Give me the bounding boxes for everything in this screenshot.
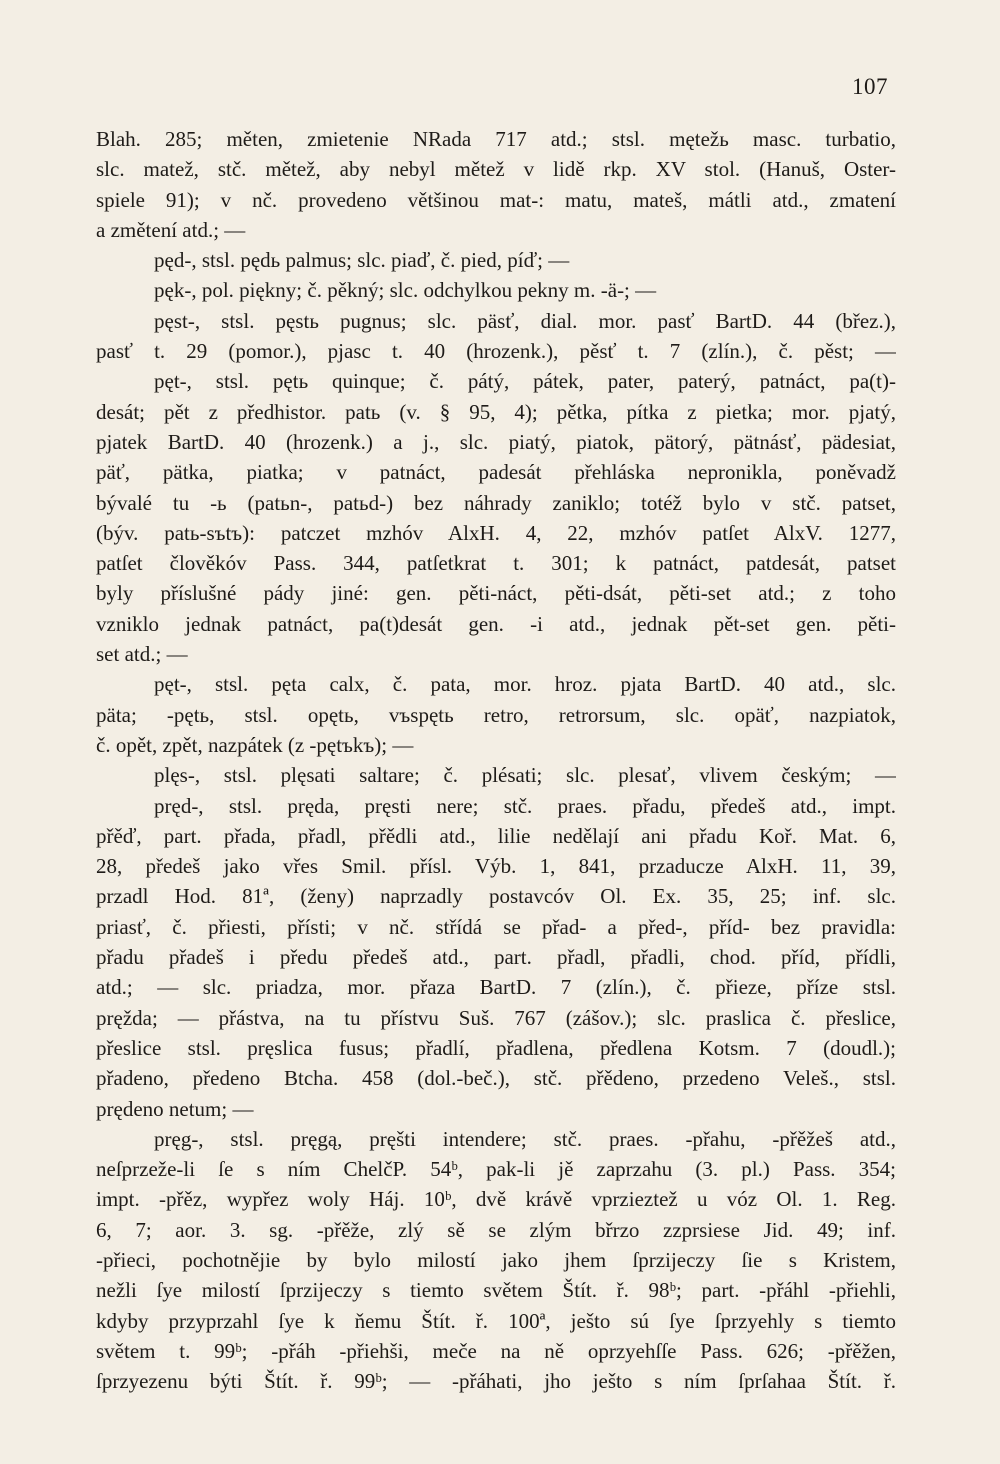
text-line: pręžda; — přástva, na tu přístvu Suš. 767 (zášov.); slc. praslica č. přeslice, — [96, 1005, 896, 1030]
text-line: 28, předeš jako vřes Smil. přísl. Výb. 1, 841, przaducze AlxH. 11, 39, — [96, 854, 896, 879]
text-line: nežli ſye milostí ſprzijeczy s tiemto světem Štít. ř. 98ᵇ; part. -přáhl -přiehli, — [96, 1278, 896, 1303]
text-line: Blah. 285; měten, zmietenie NRada 717 atd.; stsl. mętežь masc. turbatio, — [96, 127, 896, 151]
page-number: 107 — [852, 74, 888, 99]
text-line: patſet člověkóv Pass. 344, patſetkrat t. 301; k patnáct, patdesát, patset — [96, 551, 896, 576]
text-line: přadu přadeš i předu předeš atd., part. přadl, přadli, chod. příd, přídli, — [96, 945, 896, 970]
text-line: pręg-, stsl. pręgą, pręšti intendere; stč. praes. -přahu, -přěžeš atd., — [154, 1126, 896, 1151]
text-line: světem t. 99ᵇ; -přáh -přiehši, meče na ně oprzyehſſe Pass. 626; -přěžen, — [96, 1338, 896, 1363]
text-line: -přieci, pochotnějie by bylo milostí jako jhem ſprzijeczy ſie s Kristem, — [96, 1247, 896, 1272]
text-line: č. opět, zpět, nazpátek (z -pętъkъ); — — [96, 732, 414, 757]
text-line: bývalé tu -ь (patьn-, patьd-) bez náhrady zaniklo; totéž bylo v stč. patset, — [96, 490, 896, 515]
text-line: desát; pět z předhistor. patь (v. § 95, 4); pětka, pítka z pietka; mor. pjatý, — [96, 399, 896, 424]
text-line: 6, 7; aor. 3. sg. -přěže, zlý sě se zlým břrzo zzprsiese Jid. 49; inf. — [96, 1217, 896, 1242]
text-line: impt. -přěz, wypřez woly Háj. 10ᵇ, dvě krávě vprzieztež u vóz Ol. 1. Reg. — [96, 1187, 896, 1212]
text-line: pęt-, stsl. pętь quinque; č. pátý, pátek, pater, paterý, patnáct, pa(t)- — [154, 369, 896, 394]
text-line: pjatek BartD. 40 (hrozenk.) a j., slc. piatý, piatok, pätorý, pätnásť, pädesiat, — [96, 429, 896, 454]
text-line: przadl Hod. 81ª, (ženy) naprzadly postavcóv Ol. Ex. 35, 25; inf. slc. — [96, 884, 896, 909]
text-line: pręd-, stsl. pręda, pręsti nere; stč. praes. přadu, předeš atd., impt. — [154, 793, 896, 818]
text-line: kdyby przyprzahl ſye k ňemu Štít. ř. 100ª, ješto sú ſye ſprzyehly s tiemto — [96, 1308, 896, 1333]
text-line: (býv. patь-sъtъ): patczet mzhóv AlxH. 4, 22, mzhóv patſet AlxV. 1277, — [96, 520, 896, 545]
text-line: pęt-, stsl. pęta calx, č. pata, mor. hroz. pjata BartD. 40 atd., slc. — [154, 672, 896, 697]
text-line: pęd-, stsl. pędь palmus; slc. piaď, č. pied, píď; — — [154, 248, 570, 273]
text-line: pasť t. 29 (pomor.), pjasc t. 40 (hrozenk.), pěsť t. 7 (zlín.), č. pěst; — — [96, 339, 896, 364]
text-line: plęs-, stsl. plęsati saltare; č. plésati; slc. plesať, vlivem českým; — — [154, 763, 896, 788]
body-text — [96, 124, 896, 1396]
text-line: přěď, part. přada, přadl, přědli atd., lilie nedělají ani přadu Koř. Mat. 6, — [96, 823, 896, 848]
text-line: neſprzeže-li ſe s ním ChelčP. 54ᵇ, pak-li jě zaprzahu (3. pl.) Pass. 354; — [96, 1157, 896, 1182]
text-line: päť, pätka, piatka; v patnáct, padesát přehláska nepronikla, poněvadž — [96, 460, 896, 485]
text-line: vzniklo jednak patnáct, pa(t)desát gen. -i atd., jednak pět-set gen. pěti- — [96, 611, 896, 636]
text-line: byly příslušné pády jiné: gen. pěti-náct, pěti-dsát, pěti-set atd.; z toho — [96, 581, 896, 606]
text-line: spiele 91); v nč. provedeno většinou mat-: matu, mateš, mátli atd., zmatení — [96, 187, 896, 212]
text-line: atd.; — slc. priadza, mor. přaza BartD. 7 (zlín.), č. přieze, příze stsl. — [96, 975, 896, 1000]
text-line: přeslice stsl. pręslica fusus; přadlí, přadlena, předlena Kotsm. 7 (doudl.); — [96, 1035, 896, 1060]
text-line: slc. matež, stč. mětež, aby nebyl mětež v lidě rkp. XV stol. (Hanuš, Oster- — [96, 157, 896, 182]
text-line: prędeno netum; — — [96, 1096, 254, 1121]
text-line: přadeno, předeno Btcha. 458 (dol.-beč.), stč. přědeno, przedeno Veleš., stsl. — [96, 1066, 896, 1091]
text-line: priasť, č. přiesti, přísti; v nč. střídá se přad- a před-, příd- bez pravidla: — [96, 914, 896, 939]
text-line: päta; -pętь, stsl. opętь, vъspętь retro, retrorsum, slc. opäť, nazpiatok, — [96, 702, 896, 727]
text-line: set atd.; — — [96, 642, 188, 667]
text-line: pęk-, pol. piękny; č. pěkný; slc. odchylkou pekny m. -ä-; — — [154, 278, 657, 303]
text-line: pęst-, stsl. pęstь pugnus; slc. päsť, dial. mor. pasť BartD. 44 (břez.), — [154, 308, 896, 333]
text-line: ſprzyezenu býti Štít. ř. 99ᵇ; — -přáhati, jho ješto s ním ſprſahaa Štít. ř. — [96, 1369, 896, 1394]
text-line: a změtení atd.; — — [96, 217, 246, 242]
